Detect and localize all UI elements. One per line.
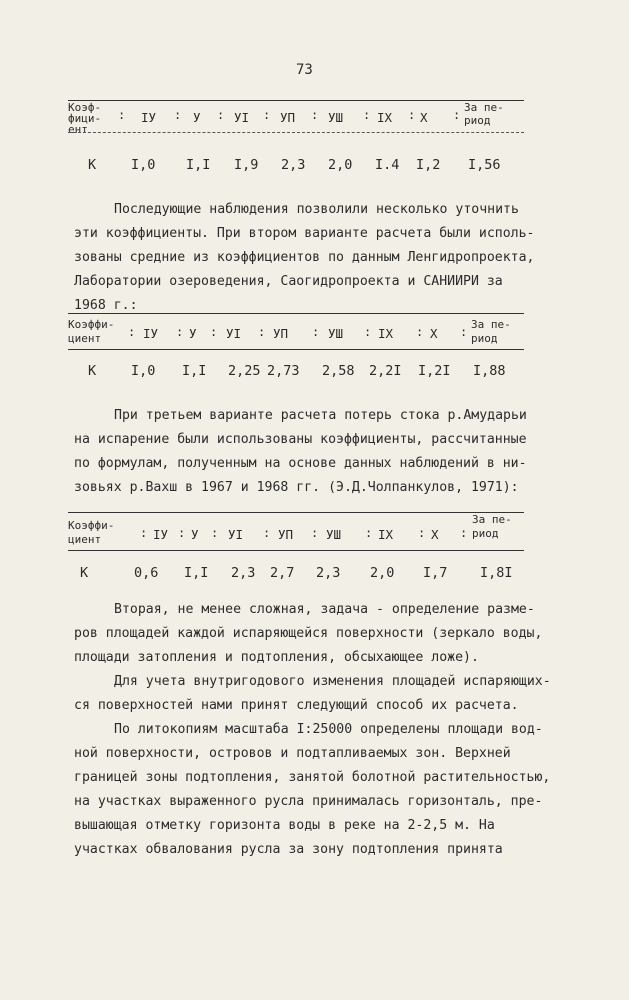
paragraph-line: границей зоны подтопления, занятой болотной растительностью, — [74, 770, 551, 785]
table-1-cell-m10: I,2 — [416, 157, 441, 173]
paragraph-line: на участках выраженного русла принималась горизонталь, пре- — [74, 794, 543, 809]
table-1-header-m5: У — [193, 110, 201, 125]
paragraph-line: зованы средние из коэффициентов по данным Ленгидропроекта, — [74, 250, 535, 265]
table-2-header-m9: IХ — [378, 326, 394, 341]
paragraph-line: на испарение были использованы коэффициенты, рассчитанные — [74, 432, 527, 447]
paragraph-line: эти коэффициенты. При втором варианте расчета были исполь- — [74, 226, 535, 241]
table-1-cell-period: I,56 — [468, 157, 501, 173]
table-3-cell-m5: I,I — [184, 565, 209, 581]
table-3-header-m8: УШ — [326, 527, 342, 542]
table-2-header-m10: Х — [430, 326, 438, 341]
table-3-header-separators: : — [140, 526, 148, 540]
table-2-header-m7: УП — [273, 326, 289, 341]
table-1-header-separators: : — [118, 108, 126, 122]
table-3-cell-m6: 2,3 — [231, 565, 256, 581]
table-2-cell-m5: I,I — [182, 363, 207, 379]
table-1-header-separators: : — [263, 108, 271, 122]
paragraph-line: Лаборатории озероведения, Саогидропроекта и САНИИРИ за — [74, 274, 503, 289]
table-3-header-separators: : — [365, 526, 373, 540]
table-3-header-period: За пе- риод — [472, 513, 512, 540]
table-2-cell-m8: 2,58 — [322, 363, 355, 379]
table-3-header-m10: Х — [431, 527, 439, 542]
table-3-header-m4: IУ — [153, 527, 169, 542]
table-2-header-separators: : — [210, 325, 218, 339]
table-1-header-m8: УШ — [328, 110, 344, 125]
table-2-cell-period: I,88 — [473, 363, 506, 379]
table-1-header-separators: : — [453, 108, 461, 122]
paragraph-3 — [74, 598, 551, 862]
paragraph-line: по формулам, полученным на основе данных наблюдений в ни- — [74, 456, 527, 471]
table-2-header-coef: Коэффи- циент — [68, 318, 115, 345]
table-2-header-rule — [68, 349, 524, 350]
table-1-cell-m5: I,I — [186, 157, 211, 173]
table-1-cell-m4: I,0 — [131, 157, 156, 173]
table-1-header-m7: УП — [280, 110, 296, 125]
page-number: 73 — [296, 62, 313, 78]
table-3-cell-m4: 0,6 — [134, 565, 159, 581]
table-3-header-m6: УI — [228, 527, 244, 542]
paragraph-line: Вторая, не менее сложная, задача - определение разме- — [114, 602, 535, 617]
table-3-row-label: К — [80, 565, 89, 581]
paragraph-line: зовьях р.Вахш в 1967 и 1968 гг. (Э.Д.Чолпанкулов, 1971): — [74, 480, 519, 495]
paragraph-line: 1968 г.: — [74, 298, 138, 313]
table-2-cell-m4: I,0 — [131, 363, 156, 379]
table-3-header-separators: : — [211, 526, 219, 540]
table-3-cell-m8: 2,3 — [316, 565, 341, 581]
table-1-header-separators: : — [311, 108, 319, 122]
paragraph-line: Последующие наблюдения позволили несколько уточнить — [114, 202, 519, 217]
paragraph-line: При третьем варианте расчета потерь стока р.Амударьи — [114, 408, 527, 423]
table-1-header-period: За пе- риод — [464, 101, 504, 127]
table-3-header-separators: : — [460, 526, 468, 540]
table-1-header-separators: : — [363, 108, 371, 122]
table-2-header-m8: УШ — [328, 326, 344, 341]
table-3-header-m9: IХ — [378, 527, 394, 542]
table-1-header-coef: Коэф- фици- ент — [68, 101, 102, 136]
table-1-row-label: К — [88, 157, 97, 173]
table-3-header-separators: : — [418, 526, 426, 540]
paragraph-line: ной поверхности, островов и подтапливаемых зон. Верхней — [74, 746, 511, 761]
paragraph-1 — [74, 198, 544, 318]
table-3-cell-m10: I,7 — [423, 565, 448, 581]
table-2-header-m6: УI — [226, 326, 242, 341]
table-1-top-rule — [68, 100, 524, 101]
table-2-header-separators: : — [416, 325, 424, 339]
table-3-header-m5: У — [191, 527, 199, 542]
table-2-header-period: За пе- риод — [471, 318, 511, 345]
table-1-header-m9: IХ — [377, 110, 393, 125]
table-3-top-rule — [68, 512, 524, 513]
table-2-top-rule — [68, 313, 524, 314]
table-3-cell-period: I,8I — [480, 565, 513, 581]
table-2-header-separators: : — [258, 325, 266, 339]
table-1-header-separators: : — [174, 108, 182, 122]
table-3-header-coef: Коэффи- циент — [68, 519, 115, 546]
table-2-cell-m7: 2,73 — [267, 363, 300, 379]
table-2-row-label: К — [88, 363, 97, 379]
table-2-header-separators: : — [176, 325, 184, 339]
paragraph-line: Для учета внутригодового изменения площадей испаряющих- — [114, 674, 551, 689]
table-2-cell-m9: 2,2I — [369, 363, 402, 379]
table-1-header-separators: : — [408, 108, 416, 122]
table-3-cell-m9: 2,0 — [370, 565, 395, 581]
table-1-header-rule — [68, 132, 524, 133]
table-3-header-separators: : — [178, 526, 186, 540]
table-1-cell-m6: I,9 — [234, 157, 259, 173]
table-3-header-separators: : — [311, 526, 319, 540]
table-3-header-separators: : — [263, 526, 271, 540]
table-1-header-m10: Х — [420, 110, 428, 125]
table-1-cell-m7: 2,3 — [281, 157, 306, 173]
table-1-cell-m8: 2,0 — [328, 157, 353, 173]
table-2-header-separators: : — [312, 325, 320, 339]
table-1-header-separators: : — [217, 108, 225, 122]
table-2-header-separators: : — [128, 325, 136, 339]
paragraph-line: По литокопиям масштаба I:25000 определены площади вод- — [114, 722, 543, 737]
table-3-cell-m7: 2,7 — [270, 565, 295, 581]
paragraph-line: ров площадей каждой испаряющейся поверхности (зеркало воды, — [74, 626, 543, 641]
table-3-header-rule — [68, 550, 524, 551]
paragraph-line: ся поверхностей нами принят следующий способ их расчета. — [74, 698, 519, 713]
table-2-header-m5: У — [189, 326, 197, 341]
paragraph-line: площади затопления и подтопления, обсыхающее ложе). — [74, 650, 479, 665]
paragraph-line: вышающая отметку горизонта воды в реке на 2-2,5 м. На — [74, 818, 495, 833]
paragraph-line: участках обвалования русла за зону подтопления принята — [74, 842, 503, 857]
table-2-header-m4: IУ — [143, 326, 159, 341]
table-1-cell-m9: I.4 — [375, 157, 400, 173]
table-1-header-m4: IУ — [141, 110, 157, 125]
table-1-header-m6: УI — [234, 110, 250, 125]
table-2-cell-m10: I,2I — [418, 363, 451, 379]
table-2-header-separators: : — [460, 325, 468, 339]
table-2-header-separators: : — [364, 325, 372, 339]
table-2-cell-m6: 2,25 — [228, 363, 261, 379]
table-3-header-m7: УП — [278, 527, 294, 542]
paragraph-2 — [74, 404, 544, 500]
